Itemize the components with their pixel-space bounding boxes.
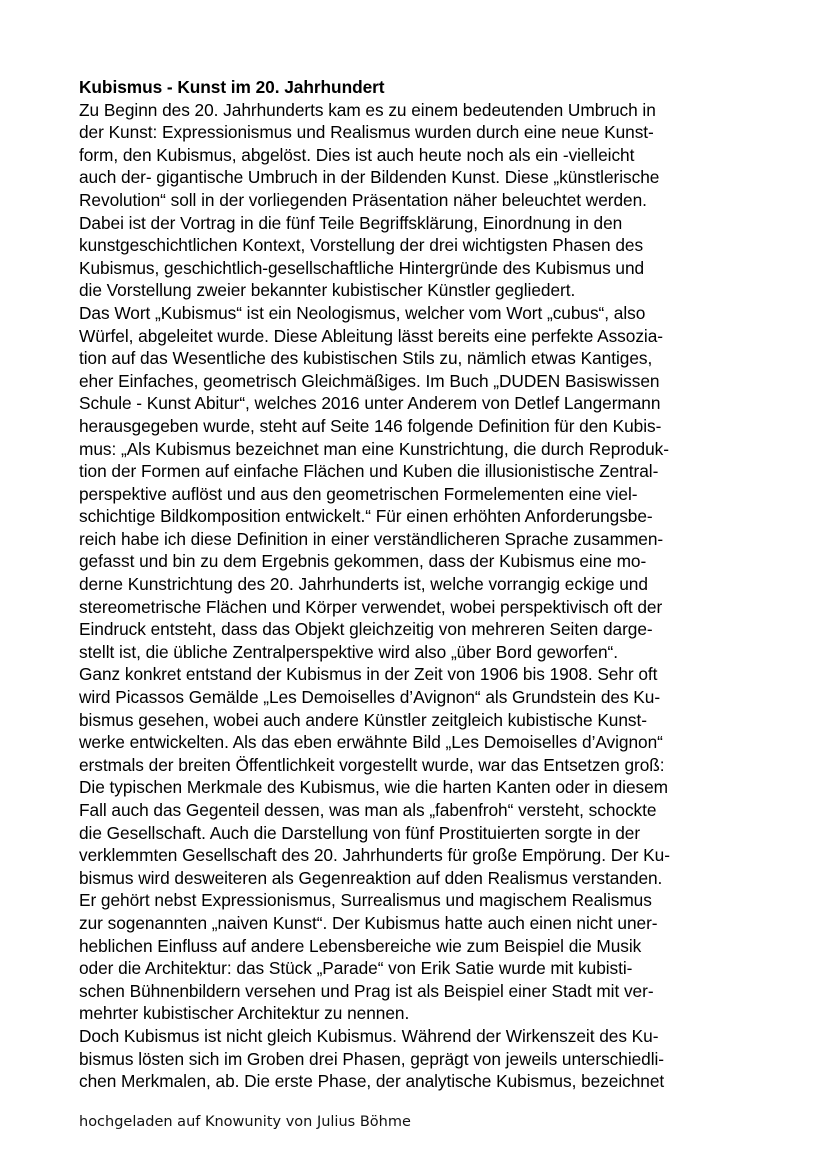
- text-line: schichtige Bildkomposition entwickelt.“ Für einen erhöhten Anforderungsbe-: [79, 506, 653, 527]
- text-line: bismus wird desweiteren als Gegenreaktion auf dden Realismus verstanden.: [79, 867, 663, 888]
- text-line: form, den Kubismus, abgelöst. Dies ist auch heute noch als ein -vielleicht: [79, 144, 635, 165]
- text-line: die Vorstellung zweier bekannter kubistischer Künstler gegliedert.: [79, 280, 576, 301]
- text-line: Kubismus, geschichtlich-gesellschaftliche Hintergründe des Kubismus und: [79, 257, 645, 278]
- text-line: bismus gesehen, wobei auch andere Künstler zeitgleich kubistische Kunst-: [79, 709, 647, 730]
- text-line: auch der- gigantische Umbruch in der Bildenden Kunst. Diese „künstlerische: [79, 167, 660, 188]
- text-line: der Kunst: Expressionismus und Realismus wurden durch eine neue Kunst-: [79, 122, 654, 143]
- text-line: Eindruck entsteht, dass das Objekt gleichzeitig von mehreren Seiten darge-: [79, 619, 653, 640]
- upload-credit: hochgeladen auf Knowunity von Julius Böhme: [79, 1114, 411, 1130]
- text-line: Das Wort „Kubismus“ ist ein Neologismus, welcher vom Wort „cubus“, also: [79, 302, 646, 323]
- text-line: Dabei ist der Vortrag in die fünf Teile Begriffsklärung, Einordnung in den: [79, 212, 623, 233]
- text-line: Er gehört nebst Expressionismus, Surrealismus und magischem Realismus: [79, 890, 652, 911]
- text-line: zur sogenannten „naiven Kunst“. Der Kubismus hatte auch einen nicht uner-: [79, 912, 658, 933]
- text-line: gefasst und bin zu dem Ergebnis gekommen, dass der Kubismus eine mo-: [79, 551, 647, 572]
- text-line: oder die Architektur: das Stück „Parade“ von Erik Satie wurde mit kubisti-: [79, 958, 633, 979]
- text-line: eher Einfaches, geometrisch Gleichmäßiges. Im Buch „DUDEN Basiswissen: [79, 370, 660, 391]
- text-line: perspektive auflöst und aus den geometrischen Formelementen eine viel-: [79, 483, 638, 504]
- text-line: herausgegeben wurde, steht auf Seite 146 folgende Definition für den Kubis-: [79, 415, 662, 436]
- text-line: stellt ist, die übliche Zentralperspektive wird also „über Bord geworfen“.: [79, 641, 618, 662]
- text-line: Revolution“ soll in der vorliegenden Präsentation näher beleuchtet werden.: [79, 189, 647, 210]
- text-line: Ganz konkret entstand der Kubismus in der Zeit von 1906 bis 1908. Sehr oft: [79, 664, 658, 685]
- text-line: derne Kunstrichtung des 20. Jahrhunderts ist, welche vorrangig eckige und: [79, 574, 648, 595]
- text-line: verklemmten Gesellschaft des 20. Jahrhunderts für große Empörung. Der Ku-: [79, 845, 670, 866]
- text-line: mus: „Als Kubismus bezeichnet man eine Kunstrichtung, die durch Reproduk-: [79, 438, 669, 459]
- text-line: Würfel, abgeleitet wurde. Diese Ableitung lässt bereits eine perfekte Assozia-: [79, 325, 663, 346]
- text-line: die Gesellschaft. Auch die Darstellung von fünf Prostituierten sorgte in der: [79, 822, 641, 843]
- text-line: werke entwickelten. Als das eben erwähnte Bild „Les Demoiselles d’Avignon“: [79, 732, 663, 753]
- text-line: Doch Kubismus ist nicht gleich Kubismus. Während der Wirkenszeit des Ku-: [79, 1025, 659, 1046]
- text-line: wird Picassos Gemälde „Les Demoiselles d’Avignon“ als Grundstein des Ku-: [79, 687, 661, 708]
- text-line: tion der Formen auf einfache Flächen und Kuben die illusionistische Zentral-: [79, 461, 659, 482]
- text-line: chen Merkmalen, ab. Die erste Phase, der analytische Kubismus, bezeichnet: [79, 1071, 665, 1092]
- text-line: reich habe ich diese Definition in einer verständlicheren Sprache zusammen-: [79, 528, 664, 549]
- text-line: kunstgeschichtlichen Kontext, Vorstellung der drei wichtigsten Phasen des: [79, 235, 644, 256]
- text-line: mehrter kubistischer Architektur zu nennen.: [79, 1003, 410, 1024]
- text-line: schen Bühnenbildern versehen und Prag ist als Beispiel einer Stadt mit ver-: [79, 980, 654, 1001]
- text-line: erstmals der breiten Öffentlichkeit vorgestellt wurde, war das Entsetzen groß:: [79, 754, 665, 775]
- text-line: bismus lösten sich im Groben drei Phasen, geprägt von jeweils unterschiedli-: [79, 1048, 665, 1069]
- text-line: Fall auch das Gegenteil dessen, was man als „fabenfroh“ versteht, schockte: [79, 800, 657, 820]
- text-line: stereometrische Flächen und Körper verwendet, wobei perspektivisch oft der: [79, 596, 663, 617]
- text-line: Zu Beginn des 20. Jahrhunderts kam es zu einem bedeutenden Umbruch in: [79, 99, 656, 120]
- document-title: Kubismus - Kunst im 20. Jahrhundert: [79, 77, 385, 97]
- text-line: heblichen Einfluss auf andere Lebensbereiche wie zum Beispiel die Musik: [79, 935, 642, 956]
- document-body: [79, 76, 749, 1093]
- text-line: Schule - Kunst Abitur“, welches 2016 unter Anderem von Detlef Langermann: [79, 393, 661, 414]
- text-line: tion auf das Wesentliche des kubistischen Stils zu, nämlich etwas Kantiges,: [79, 348, 653, 369]
- text-line: Die typischen Merkmale des Kubismus, wie die harten Kanten oder in diesem: [79, 777, 669, 798]
- text-lines: [79, 99, 749, 1093]
